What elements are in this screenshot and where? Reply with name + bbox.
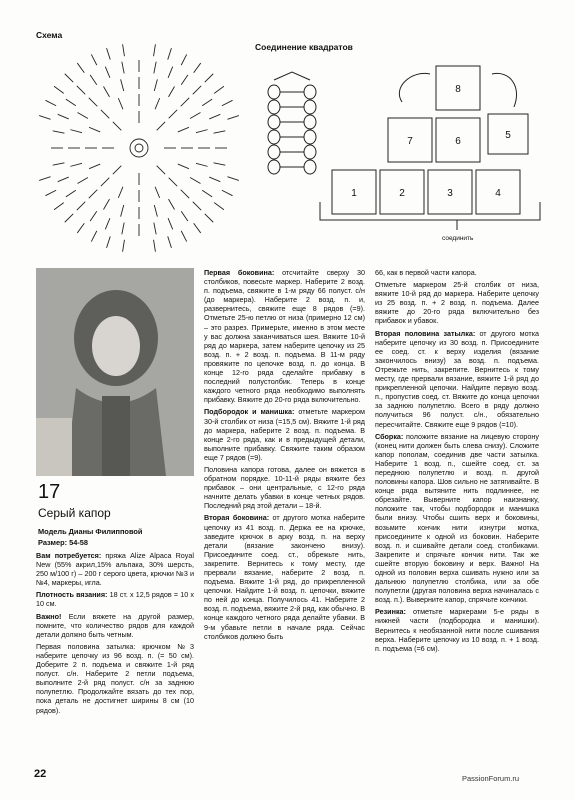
squares-join-diagram (252, 52, 552, 252)
col3-para: Резинка: отметьте маркерами 5-е ряды в нижней части (подбородка и манишки). Вернитесь к необязанной нити после сшивания верха. Наберите цепочку из 10 возд. п. + 1 возд. п. подъема (=6 см). (375, 607, 539, 653)
stitch-mark (58, 114, 69, 119)
stitch-mark (78, 113, 88, 119)
stitch-mark (53, 163, 65, 165)
stitch-mark (78, 178, 88, 184)
stitch-mark (90, 211, 97, 221)
col1-para: Вам потребуется: пряжа Alize Alpaca Royal New (55% акрил,15% альпака, 30% шерсть, 250 м/100 г) – 200 г серого цвета, крючки №3 и №4, маркеры, игла. (36, 551, 194, 588)
stitch-mark (70, 130, 82, 133)
stitch-mark (222, 190, 233, 195)
stitch-mark (193, 202, 201, 210)
stitch-mark (121, 205, 124, 217)
stitch-mark (209, 114, 220, 119)
stitch-mark (181, 75, 188, 85)
stitch-mark (168, 218, 173, 229)
stitch-mark (178, 127, 189, 132)
stitch-mark (113, 166, 121, 174)
col2-para: Подбородок и манишка: отметьте маркером 30-й столбик от низа (=15,5 см). Вяжите 1-й ряд до маркера, наберите 2 возд. п. подъема. В конце 2-го ряда, как и в предыдущей детали, выполните прибавку. Свяжите таким образом еще 7 рядов (=9). (204, 407, 365, 462)
stitch-mark (181, 211, 188, 221)
stitch-mark (181, 98, 189, 106)
stitch-mark (222, 100, 233, 105)
stitch-mark (39, 116, 50, 120)
square-6: 6 (455, 136, 461, 147)
stitch-mark (169, 178, 177, 186)
stitch-mark (169, 87, 175, 97)
stitch-mark (155, 187, 160, 198)
stitch-mark (66, 99, 76, 106)
stitch-mark (157, 122, 165, 130)
stitch-mark (154, 79, 157, 91)
stitch-mark (104, 199, 110, 209)
column-1 (36, 551, 194, 718)
stitch-mark (168, 67, 173, 78)
stitch-mark (105, 218, 110, 229)
stitch-mark (105, 67, 110, 78)
stitch-mark (123, 240, 125, 252)
square-2: 2 (399, 188, 405, 199)
stitch-mark (90, 75, 97, 85)
stitch-mark (54, 86, 64, 93)
stitch-mark (214, 163, 226, 165)
stitch-mark (77, 223, 84, 233)
stitch-mark (66, 190, 76, 197)
stitch-mark (123, 44, 125, 56)
model-photo (36, 268, 194, 476)
stitch-mark (205, 214, 213, 222)
col1-para: Плотность вязания: 18 ст. х 12,5 рядов = 10 х 10 см. (36, 590, 194, 609)
stitch-mark (118, 187, 123, 198)
stitch-mark (77, 63, 84, 73)
stitch-mark (89, 127, 100, 132)
stitch-mark (101, 178, 109, 186)
col3-para: Отметьте маркером 25-й столбик от низа, вяжите 10-й ряд до маркера. Наберите цепочку из 25 возд. п. + 2 возд. п. подъема. Далее вяжите до 20-го ряда включительно без прибавок и убавок. (375, 280, 539, 326)
chain-loops (268, 72, 316, 174)
watermark: PassionForum.ru (462, 774, 520, 783)
stitch-mark (45, 190, 56, 195)
stitch-mark (65, 214, 73, 222)
stitch-mark (168, 48, 172, 59)
stitch-mark (77, 86, 85, 94)
stitch-mark (194, 223, 201, 233)
stitch-mark (214, 203, 224, 210)
col2-para: Первая боковина: отсчитайте сверху 30 столбиков, повесьте маркер. Наберите 2 возд. п. подъема, свяжите в 1-м ряду 66 полуст. с/н (до маркера). Наберите 2 возд. п. и, развернитесь, свяжите еще 8 рядов (=9). Отметьте 25-ю петлю от низа (примерно 12 см) – это разрез. Примерьте, именно в этом месте у вас должна заканчиваться шея. Вяжите 10-й ряд до маркера, затем наберите цепочку из 25 возд. п. + 2 возд. п. подъема. В 11-м ряду провяжите по цепочке возд. п. до конца. В конце 12-го ряда сделайте прибавку в последний полустолбик. Теперь в конце каждого четного ряда необходимо выполнять прибавку. Вяжите до 20-го ряда включительно. (204, 268, 365, 405)
col2-para: Половина капора готова, далее он вяжется в обратном порядке. 10-11-й ряды вяжите без прибавок – они центральные, с 12-го ряда начните делать убавки в конце четных рядов. Последний ряд этой детали – 18-й. (204, 464, 365, 511)
stitch-mark (227, 116, 238, 120)
column-3 (375, 268, 539, 656)
stitch-mark (91, 54, 96, 65)
stitch-mark (39, 177, 50, 181)
square-3: 3 (447, 188, 453, 199)
stitch-mark (178, 164, 189, 169)
stitch-mark (214, 131, 226, 133)
stitch-mark (169, 110, 177, 118)
col3-para: Сборка: положите вязание на лицевую сторону (конец нити должен быть слева снизу). Сложите капор пополам, соединив две части затылка. Наберите 1 возд. п., сшейте соед. ст. за переднюю полупетлю и возд. п. другой половины капора. Шов сильно не затягивайте. В конце ряда вытяните нить подлиннее, не обрезайте. Выверните капор наизнанку, положите так, чтобы подбородок и манишка были внизу. Чтобы сшить верх и боковины, возьмите кончик нити изнутри мотка, присоедините к одной из боковин. Наберите возд. п. и сшивайте детали соед. столбиками. Закрепите и спрячьте кончик нити. Так же сшейте вторую боковину и верх. Важно! На одной из половин верха сшивать нужно или за дальнюю полупетлю столбика, или за обе полупетли (другая половина верха начиналась с возд. п.). Выверните капор, спрячьте кончики. (375, 431, 539, 605)
scheme-label: Схема (36, 30, 63, 40)
stitch-mark (53, 131, 65, 133)
col3-para: Вторая половина затылка: от другого мотка наберите цепочку из 30 возд. п. Присоедините ее соед. ст. к верху изделия (вязание закончилось внизу) за возд. п. подъема. Отрежьте нить, закрепите. Вернитесь к тому месту, где прервали вязание, вяжите 1-й ряд до прикрепленной цепочки. Найдите первую возд. п., пропустив соед. ст. Вяжите до конца цепочки за заднюю полупетлю. Всего в ряду должно получиться 96 полуст. с/н., обязательно пересчитайте. Свяжите еще 9 рядов (=10). (375, 328, 540, 429)
stitch-mark (45, 100, 56, 105)
col2-para: Вторая боковина: от другого мотка наберите цепочку из 41 возд. п. Держа ее на крючке, заведите крючок в арку возд. п. на верху детали (вязание закончено внизу). Присоедините соед. ст., обрежьте нить, закрепите. Вернитесь к тому месту, где прервали вязание, наберите 2 возд. п. подъема. Вяжите 1-й ряд, до прикрепленной цепочки. Найдите 1-й возд. п. цепочки, вяжите по ней до конца. Получилось 41. Наберите 2 возд. п. подъема, вяжите 2-й ряд, как обычно. В конце каждого четного ряда делайте убавки. В 9-м убавьте петли в начале ряда. Сейчас столбиков должно быть (204, 513, 365, 641)
col1-para: Важно! Если вяжете на другой размер, помните, что количество рядов для каждой детали должно быть четным. (36, 611, 194, 639)
stitch-mark (202, 190, 212, 197)
stitch-mark (227, 177, 238, 181)
stitch-mark (190, 113, 200, 119)
square-7: 7 (407, 136, 413, 147)
stitch-mark (70, 163, 82, 166)
stitch-mark (91, 231, 96, 242)
stitch-mark (54, 203, 64, 210)
stitch-mark (194, 63, 201, 73)
stitch-mark (101, 110, 109, 118)
article-title: Серый капор (38, 506, 111, 520)
stitch-mark (202, 99, 212, 106)
stitch-mark (118, 98, 123, 109)
stitch-mark (154, 205, 157, 217)
stitch-mark (154, 44, 156, 56)
model-credit: Модель Дианы Филипповой (38, 527, 143, 536)
stitch-mark (181, 190, 189, 198)
stitch-mark (77, 202, 85, 210)
stitch-mark (168, 236, 172, 247)
stitch-mark (122, 223, 124, 235)
stitch-mark (154, 62, 156, 74)
stitch-mark (104, 87, 110, 97)
article-number: 17 (38, 481, 61, 503)
size-info: Размер: 54-58 (38, 538, 89, 547)
col1-para: Первая половина затылка: крючком №3 наберите цепочку из 96 возд. п. (= 50 см). Доберите 2 п. подъема и свяжите 1-й ряд полуст. с/н. Наберите 2 петли подъема, выполните 2-й ряд полуст. с/н за заднюю полупетлю. Продолжайте вязать до тех пор, пока деталь не достигнет ширины 8 см (10 рядов). (36, 641, 194, 715)
stitch-mark (89, 190, 97, 198)
stitch-mark (209, 177, 220, 182)
stitch-mark (107, 236, 111, 247)
stitch-mark (58, 177, 69, 182)
col3-para: 66, как в первой части капора. (375, 268, 477, 277)
stitch-mark (154, 240, 156, 252)
join-caption: соединить (442, 235, 474, 242)
stitch-mark (107, 48, 111, 59)
stitch-mark (196, 163, 208, 166)
square-1: 1 (351, 188, 357, 199)
crochet-chart (34, 40, 244, 262)
stitch-mark (157, 166, 165, 174)
stitch-mark (190, 178, 200, 184)
square-8: 8 (455, 84, 461, 95)
stitch-mark (122, 62, 124, 74)
stitch-mark (181, 231, 186, 242)
stitch-mark (65, 74, 73, 82)
stitch-mark (193, 86, 201, 94)
stitch-mark (169, 199, 175, 209)
stitch-mark (196, 130, 208, 133)
stitch-mark (113, 122, 121, 130)
column-2 (204, 268, 365, 644)
stitch-mark (154, 223, 156, 235)
page-number: 22 (34, 768, 47, 780)
stitch-mark (89, 98, 97, 106)
stitch-mark (205, 74, 213, 82)
stitch-mark (121, 79, 124, 91)
stitch-mark (155, 98, 160, 109)
join-squares-label: Соединение квадратов (255, 42, 353, 52)
square-5: 5 (505, 130, 511, 141)
stitch-mark (89, 164, 100, 169)
stitch-mark (214, 86, 224, 93)
stitch-mark (181, 54, 186, 65)
square-4: 4 (495, 188, 501, 199)
